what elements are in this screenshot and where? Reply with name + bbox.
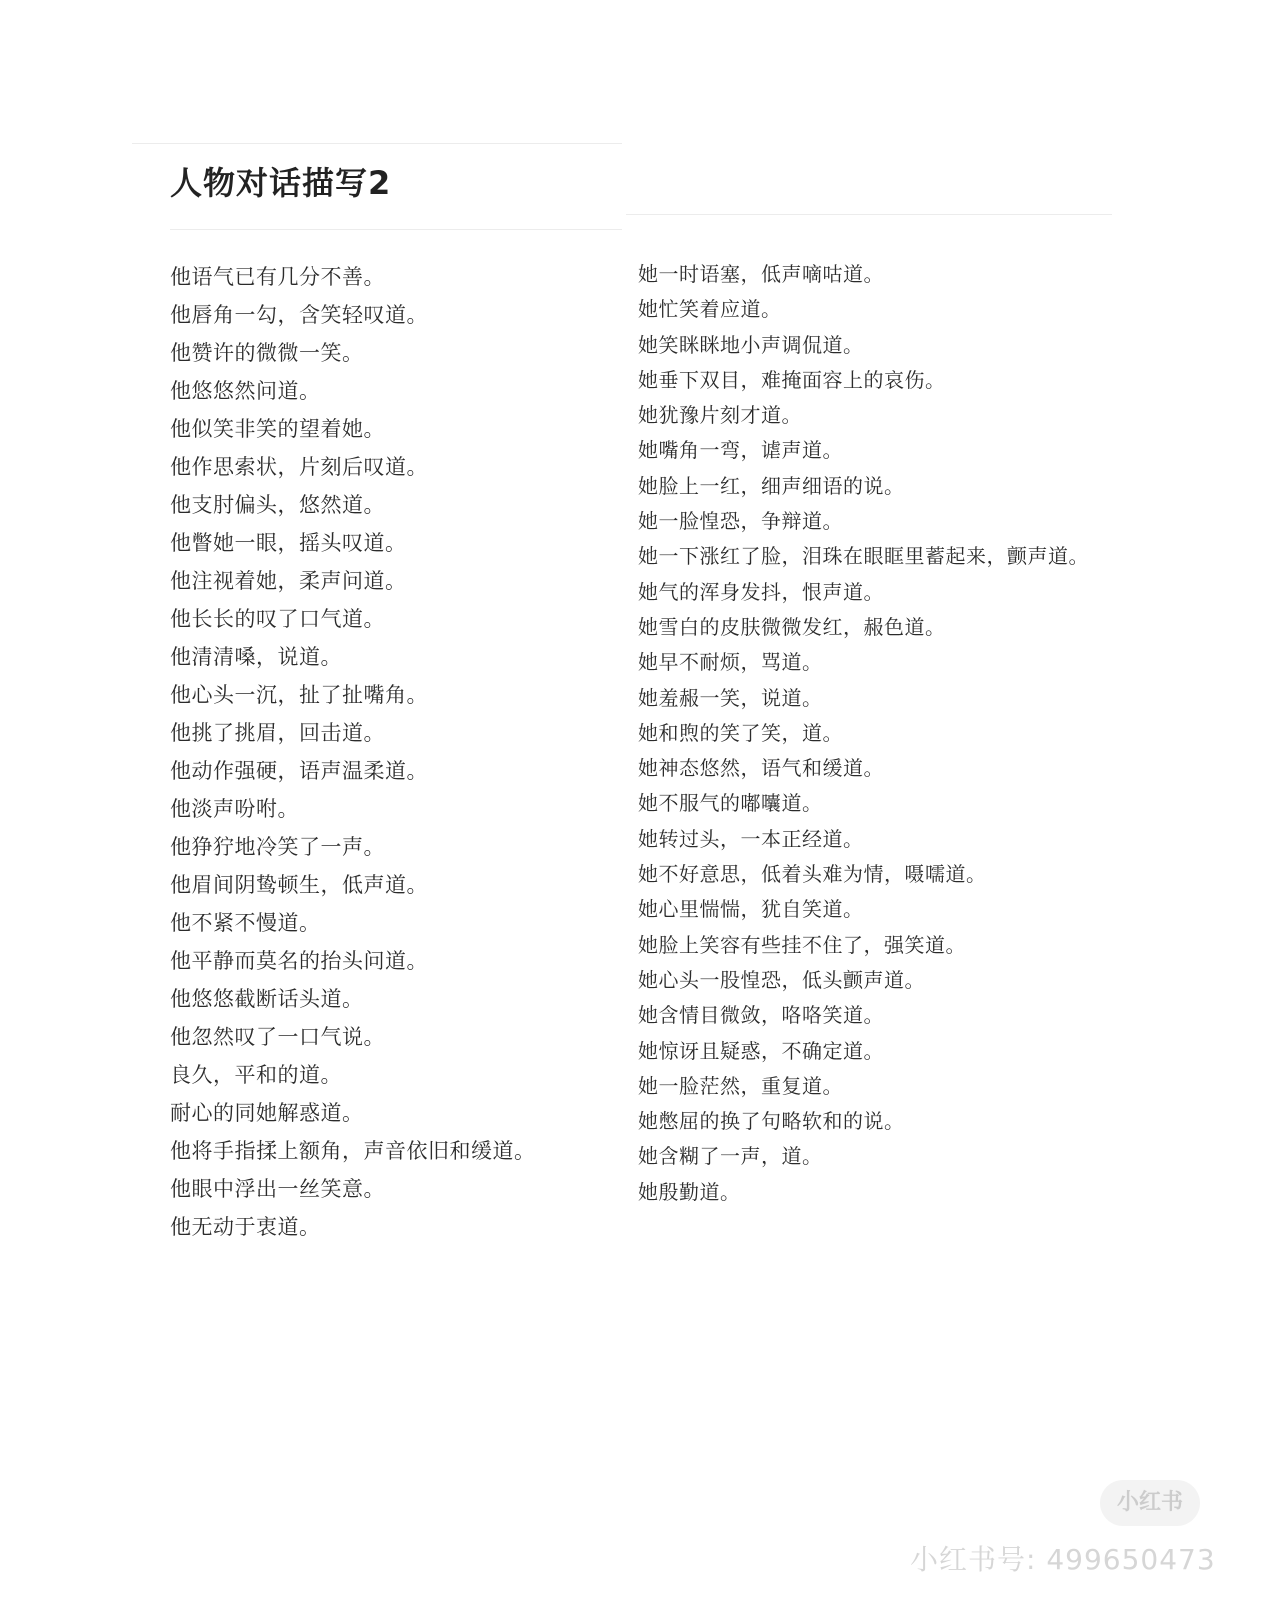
dialogue-line: 她一脸惶恐，争辩道。 [638, 509, 843, 534]
dialogue-line: 她不好意思，低着头难为情，嗫嚅道。 [638, 862, 987, 887]
dialogue-line: 她含糊了一声，道。 [638, 1144, 823, 1169]
dialogue-line: 他语气已有几分不善。 [170, 265, 385, 289]
dialogue-line: 他支肘偏头，悠然道。 [170, 493, 385, 517]
left-column [170, 258, 620, 1246]
dialogue-line: 她犹豫片刻才道。 [638, 403, 802, 428]
dialogue-line: 她羞赧一笑，说道。 [638, 685, 823, 710]
dialogue-line: 他眉间阴鸷顿生，低声道。 [170, 873, 428, 897]
dialogue-line: 他将手指揉上额角，声音依旧和缓道。 [170, 1139, 536, 1163]
dialogue-line: 她憋屈的换了句略软和的说。 [638, 1109, 905, 1134]
dialogue-line: 他平静而莫名的抬头问道。 [170, 949, 428, 973]
dialogue-line: 他不紧不慢道。 [170, 911, 321, 935]
dialogue-line: 她神态悠然，语气和缓道。 [638, 756, 884, 781]
dialogue-line: 他狰狞地冷笑了一声。 [170, 835, 385, 859]
dialogue-line: 他悠悠截断话头道。 [170, 987, 364, 1011]
page-title: 人物对话描写2 [170, 164, 392, 202]
dialogue-line: 他挑了挑眉，回击道。 [170, 721, 385, 745]
watermark-logo: 小红书 [1100, 1480, 1200, 1526]
dialogue-line: 他似笑非笑的望着她。 [170, 417, 385, 441]
dialogue-line: 她忙笑着应道。 [638, 297, 782, 322]
dialogue-line: 他赞许的微微一笑。 [170, 341, 364, 365]
top-divider-right [626, 214, 1112, 215]
dialogue-line: 她和煦的笑了笑，道。 [638, 720, 843, 745]
dialogue-line: 他瞥她一眼，摇头叹道。 [170, 531, 407, 555]
dialogue-line: 她嘴角一弯，谑声道。 [638, 438, 843, 463]
watermark-id: 小红书号: 499650473 [910, 1543, 1216, 1576]
dialogue-line: 她惊讶且疑惑，不确定道。 [638, 1038, 884, 1063]
dialogue-line: 她心里惴惴，犹自笑道。 [638, 897, 864, 922]
right-column [638, 257, 1118, 1210]
dialogue-line: 耐心的同她解惑道。 [170, 1101, 364, 1125]
dialogue-line: 她一脸茫然，重复道。 [638, 1073, 843, 1098]
dialogue-line: 她一下涨红了脸，泪珠在眼眶里蓄起来，颤声道。 [638, 544, 1089, 569]
dialogue-line: 他长长的叹了口气道。 [170, 607, 385, 631]
dialogue-line: 他注视着她，柔声问道。 [170, 569, 407, 593]
dialogue-line: 她脸上笑容有些挂不住了，强笑道。 [638, 932, 966, 957]
dialogue-line: 她早不耐烦，骂道。 [638, 650, 823, 675]
dialogue-line: 她不服气的嘟囔道。 [638, 791, 823, 816]
dialogue-line: 他眼中浮出一丝笑意。 [170, 1177, 385, 1201]
dialogue-line: 他无动于衷道。 [170, 1215, 321, 1239]
dialogue-line: 她转过头，一本正经道。 [638, 826, 864, 851]
dialogue-line: 良久，平和的道。 [170, 1063, 342, 1087]
dialogue-line: 她垂下双目，难掩面容上的哀伤。 [638, 367, 946, 392]
dialogue-line: 他悠悠然问道。 [170, 379, 321, 403]
dialogue-line: 他作思索状，片刻后叹道。 [170, 455, 428, 479]
dialogue-line: 他清清嗓，说道。 [170, 645, 342, 669]
dialogue-line: 她雪白的皮肤微微发红，赧色道。 [638, 614, 946, 639]
dialogue-line: 她脸上一红，细声细语的说。 [638, 473, 905, 498]
top-divider-left [132, 143, 622, 144]
dialogue-line: 她含情目微敛，咯咯笑道。 [638, 1003, 884, 1028]
dialogue-line: 他心头一沉，扯了扯嘴角。 [170, 683, 428, 707]
dialogue-line: 她一时语塞，低声嘀咕道。 [638, 262, 884, 286]
dialogue-line: 他淡声吩咐。 [170, 797, 299, 821]
dialogue-line: 他动作强硬，语声温柔道。 [170, 759, 428, 783]
dialogue-line: 她气的浑身发抖，恨声道。 [638, 579, 884, 604]
title-divider [170, 229, 622, 230]
dialogue-line: 她殷勤道。 [638, 1179, 741, 1204]
dialogue-line: 他唇角一勾，含笑轻叹道。 [170, 303, 428, 327]
dialogue-line: 他忽然叹了一口气说。 [170, 1025, 385, 1049]
dialogue-line: 她心头一股惶恐，低头颤声道。 [638, 967, 925, 992]
dialogue-line: 她笑眯眯地小声调侃道。 [638, 332, 864, 357]
